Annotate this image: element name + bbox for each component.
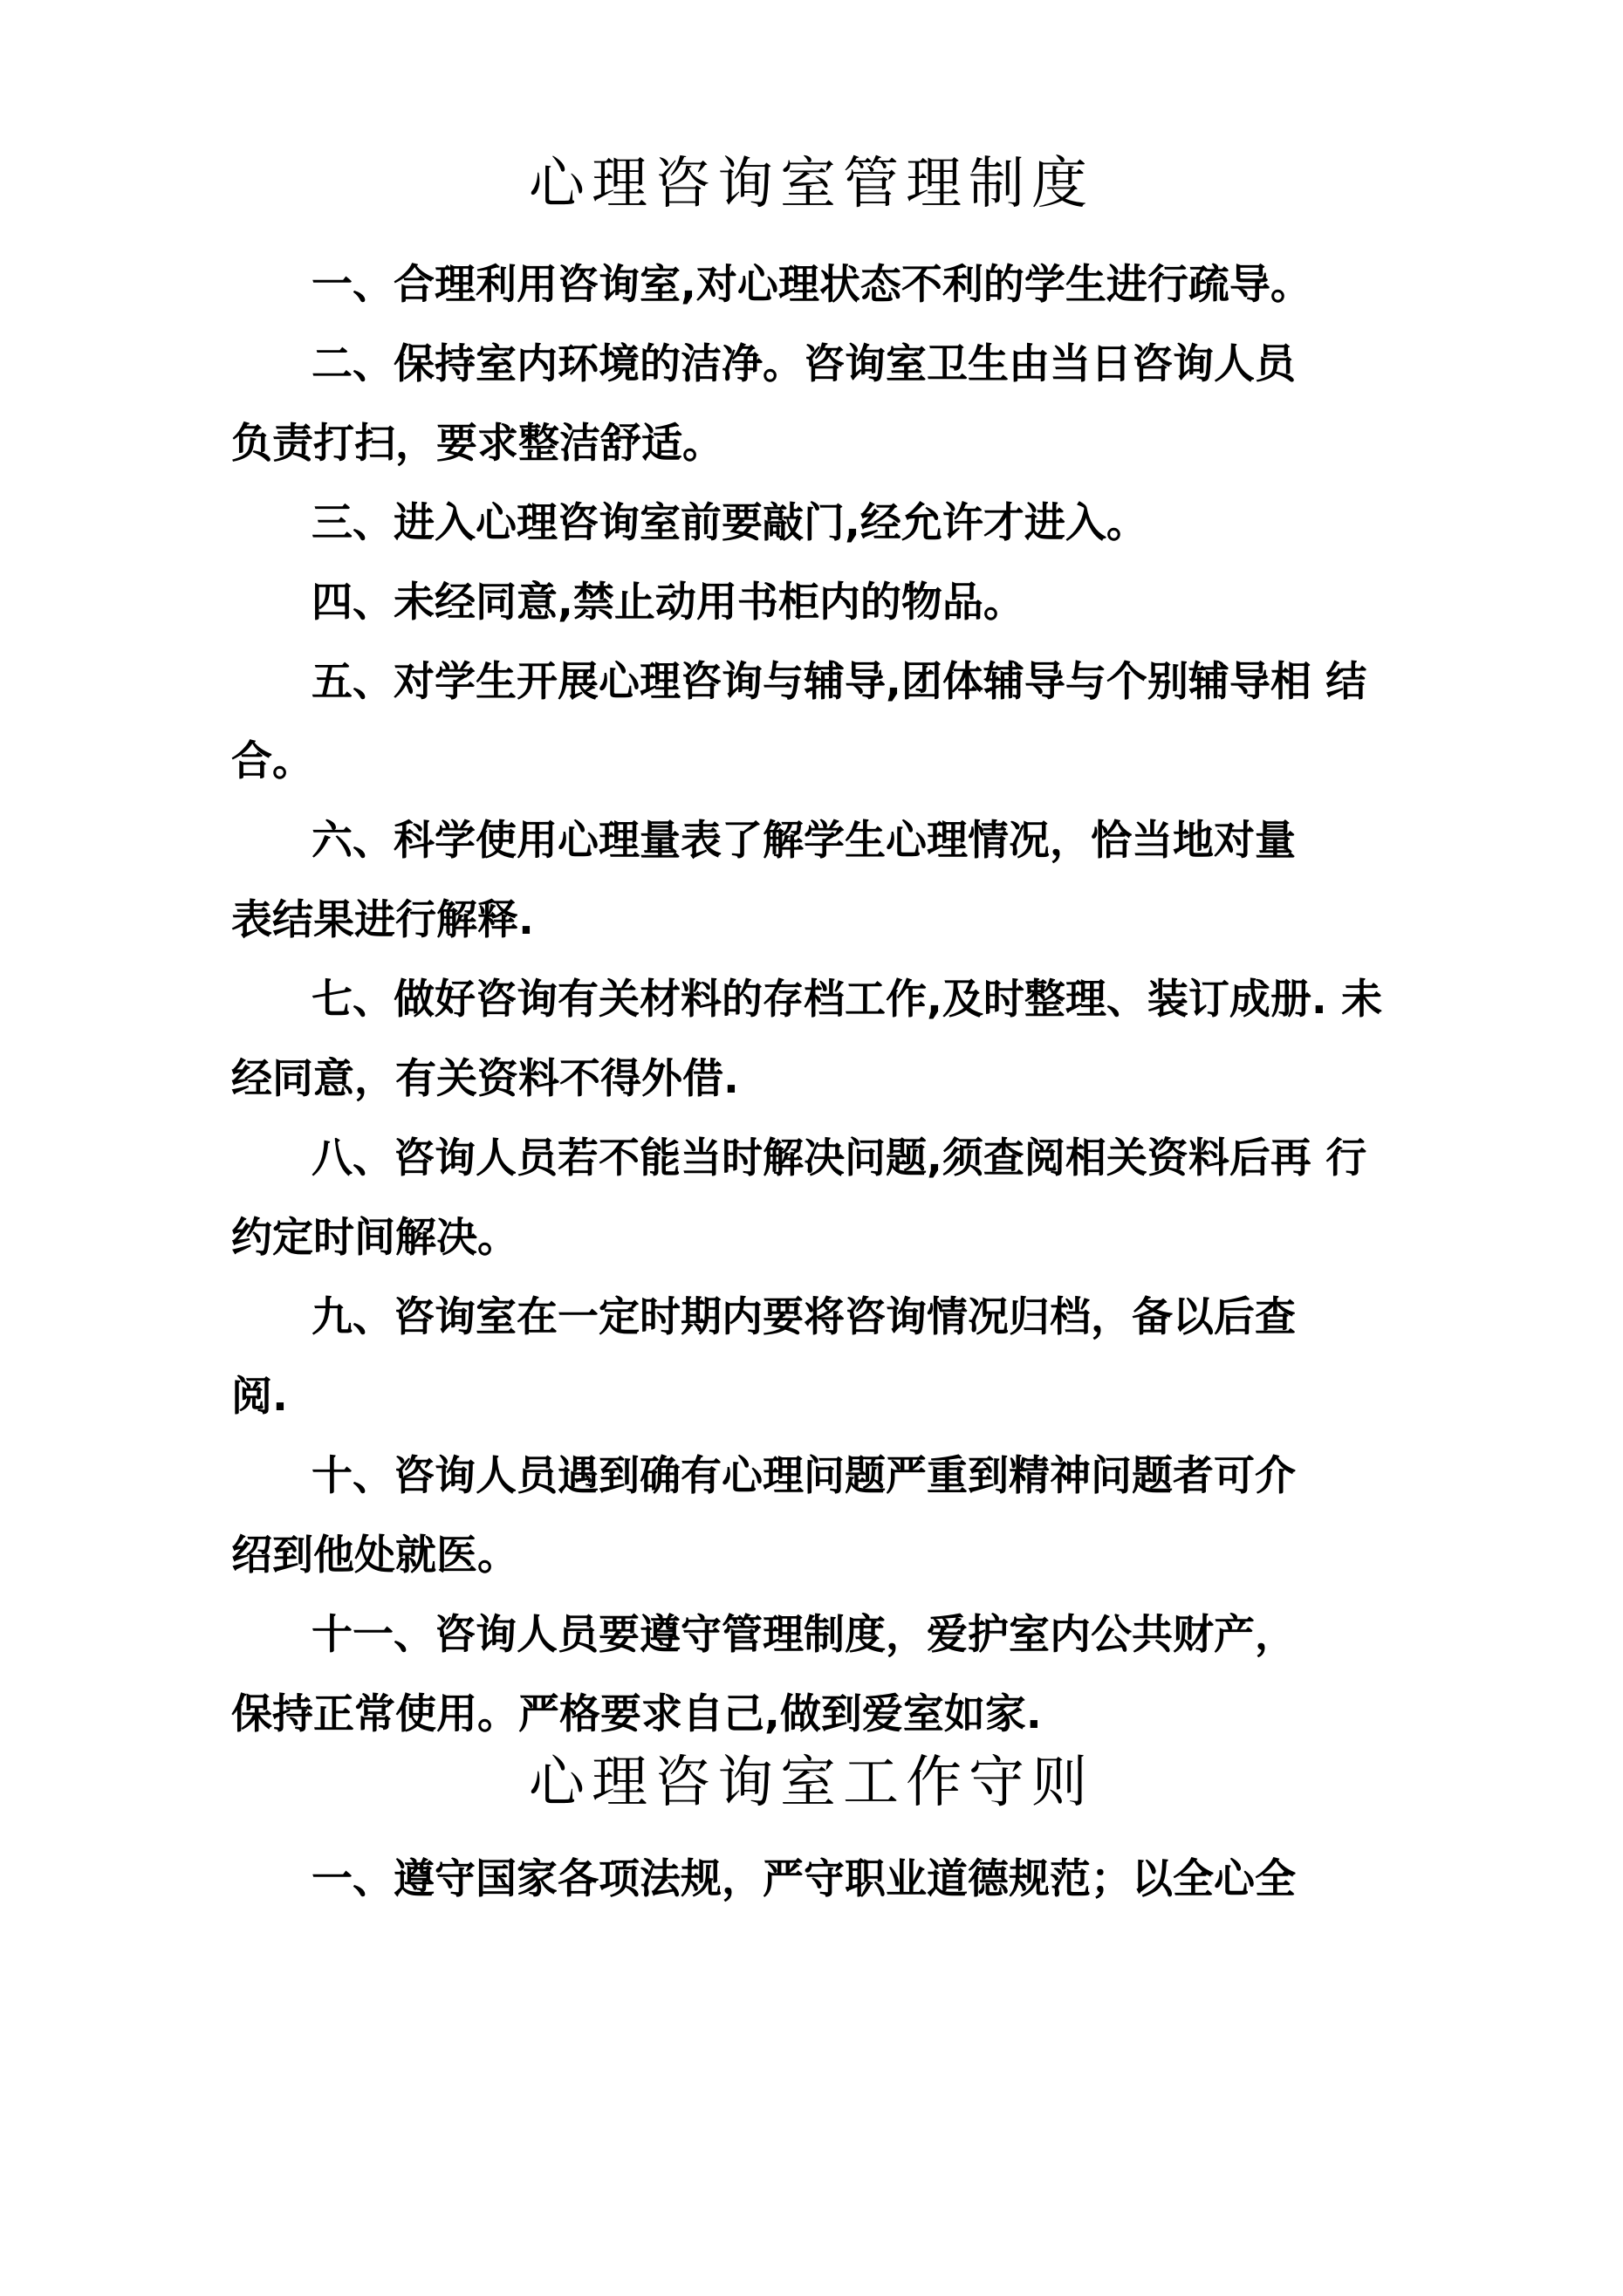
body-line: 一、合理利用咨询室,对心理状态不利的学生进行疏导。 [312, 261, 1311, 309]
body-line: 约定时间解决。 [231, 1214, 518, 1262]
body-line: 一、遵守国家各项法规，严守职业道德规范；以全心全 [312, 1855, 1296, 1903]
body-line: 十一、咨询人员要遵守管理制度，爱护室内公共财产， [312, 1611, 1296, 1659]
body-line: 七、做好咨询有关材料的存档工作,及时整理、装订成册. 未 [312, 976, 1383, 1024]
body-line: 三、进入心理咨询室前要敲门,经允许才进入。 [312, 499, 1147, 547]
section-work-code-body [231, 1840, 1392, 1919]
body-line: 负责打扫，要求整洁舒适。 [231, 420, 723, 468]
section-management-rules-body [231, 245, 1392, 1754]
body-line: 绍到他处就医。 [231, 1532, 518, 1580]
body-line: 经同意，有关资料不得外借. [231, 1055, 739, 1103]
body-line: 合。 [231, 737, 313, 785]
body-line: 六、科学使用心理量表了解学生心理情况，恰当地对量 [312, 817, 1296, 865]
body-line: 表结果进行解释. [231, 896, 534, 944]
body-line: 阅. [231, 1373, 288, 1421]
body-line: 九、咨询室在一定时期内要将咨询情况归档，备以后查 [312, 1293, 1296, 1341]
document-title-management-rules: 心理咨询室管理制度 [529, 152, 1094, 216]
body-line: 八、咨询人员若不能当时解决问题,须查阅相关资料后再 行 [312, 1134, 1367, 1182]
body-line: 四、未经同意,禁止动用书柜内的物品。 [312, 579, 1024, 627]
body-line: 五、对学生开展心理咨询与辅导,团体辅导与个别辅导相 结 [312, 658, 1367, 706]
body-line: 十、咨询人员遇到确有心理问题严重到精神问题者可介 [312, 1452, 1296, 1500]
body-line: 二、保持室内环境的洁净。咨询室卫生由当日咨询人员 [312, 340, 1296, 388]
document-title-work-code: 心理咨询室工作守则 [529, 1751, 1094, 1815]
body-line: 保持正常使用。严格要求自己,做到爱室如家. [231, 1690, 1042, 1738]
